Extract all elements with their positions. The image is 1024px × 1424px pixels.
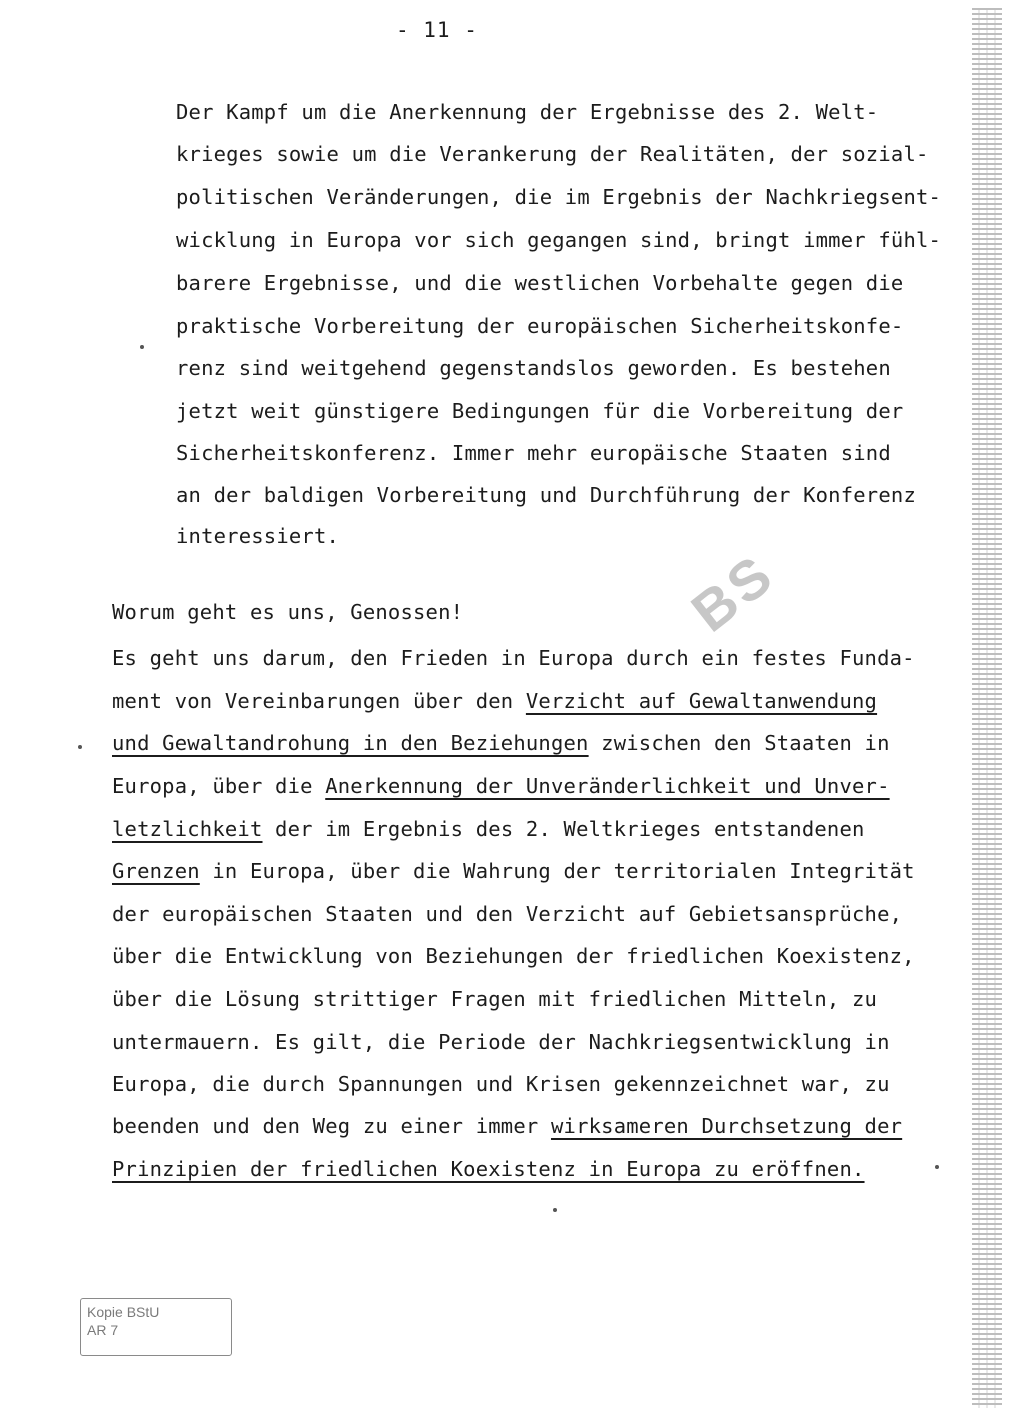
p2-line-10: untermauern. Es gilt, die Periode der Nachkriegsentwicklung in bbox=[112, 1030, 890, 1054]
p2-line-12-text: beenden und den Weg zu einer immer bbox=[112, 1114, 551, 1138]
p1-line-7: renz sind weitgehend gegenstandslos geworden. Es bestehen bbox=[176, 356, 891, 380]
p2-line-6-underlined: Grenzen bbox=[112, 859, 200, 883]
p2-line-1: Es geht uns darum, den Frieden in Europa durch ein festes Funda- bbox=[112, 646, 915, 670]
p1-line-2: krieges sowie um die Verankerung der Realitäten, der sozial- bbox=[176, 142, 929, 166]
p2-line-5-underlined: letzlichkeit bbox=[112, 817, 263, 841]
p1-line-8: jetzt weit günstigere Bedingungen für die Vorbereitung der bbox=[176, 399, 904, 423]
stamp-line-2: AR 7 bbox=[87, 1322, 119, 1338]
p1-line-6: praktische Vorbereitung der europäischen Sicherheitskonfe- bbox=[176, 314, 904, 338]
p2-line-8: über die Entwicklung von Beziehungen der friedlichen Koexistenz, bbox=[112, 944, 915, 968]
p1-line-9: Sicherheitskonferenz. Immer mehr europäische Staaten sind bbox=[176, 441, 891, 465]
p1-line-3: politischen Veränderungen, die im Ergebnis der Nachkriegsent- bbox=[176, 185, 942, 209]
p1-line-1: Der Kampf um die Anerkennung der Ergebnisse des 2. Welt- bbox=[176, 100, 879, 124]
scan-edge bbox=[972, 8, 1002, 1408]
stamp-line-1: Kopie BStU bbox=[87, 1304, 160, 1320]
p2-line-12-underlined: wirksameren Durchsetzung der bbox=[550, 1114, 903, 1138]
p2-line-2-text: ment von Vereinbarungen über den bbox=[112, 689, 526, 713]
p1-line-5: barere Ergebnisse, und die westlichen Vorbehalte gegen die bbox=[176, 271, 904, 295]
p2-line-12 bbox=[112, 1112, 902, 1140]
p2-line-7: der europäischen Staaten und den Verzicht auf Gebietsansprüche, bbox=[112, 902, 903, 926]
p2-line-4-text: Europa, über die bbox=[112, 774, 326, 798]
p1-line-4: wicklung in Europa vor sich gegangen sind, bringt immer fühl- bbox=[176, 228, 942, 252]
p2-line-4-underlined: Anerkennung der Unveränderlichkeit und Unver- bbox=[325, 774, 890, 798]
p2-line-6-text: in Europa, über die Wahrung der territorialen Integrität bbox=[199, 859, 915, 883]
p2-line-3-underlined: und Gewaltandrohung in den Beziehungen bbox=[112, 731, 589, 755]
p1-line-10: an der baldigen Vorbereitung und Durchführung der Konferenz bbox=[176, 483, 916, 507]
p2-line-2 bbox=[112, 687, 877, 715]
p2-line-3 bbox=[112, 729, 890, 757]
p2-line-6 bbox=[112, 857, 915, 885]
p2-line-2-underlined: Verzicht auf Gewaltanwendung bbox=[525, 689, 878, 713]
scan-speck bbox=[553, 1208, 557, 1212]
scan-speck bbox=[140, 345, 144, 349]
p2-line-13 bbox=[112, 1155, 865, 1183]
p2-line-11: Europa, die durch Spannungen und Krisen gekennzeichnet war, zu bbox=[112, 1072, 890, 1096]
question-line: Worum geht es uns, Genossen! bbox=[112, 600, 464, 624]
p2-line-9: über die Lösung strittiger Fragen mit friedlichen Mitteln, zu bbox=[112, 987, 878, 1011]
p2-line-5-text: der im Ergebnis des 2. Weltkrieges entstandenen bbox=[262, 817, 865, 841]
watermark-stamp: BS bbox=[679, 541, 787, 644]
scan-speck bbox=[78, 745, 82, 749]
archive-stamp bbox=[80, 1298, 232, 1356]
p2-line-5 bbox=[112, 815, 865, 843]
p2-line-4 bbox=[112, 772, 890, 800]
p2-line-13-underlined: Prinzipien der friedlichen Koexistenz in Europa zu eröffnen. bbox=[112, 1157, 865, 1181]
p1-line-11: interessiert. bbox=[176, 524, 340, 548]
page-number: - 11 - bbox=[396, 18, 478, 42]
scan-speck bbox=[935, 1165, 939, 1169]
p2-line-3-text: zwischen den Staaten in bbox=[588, 731, 890, 755]
